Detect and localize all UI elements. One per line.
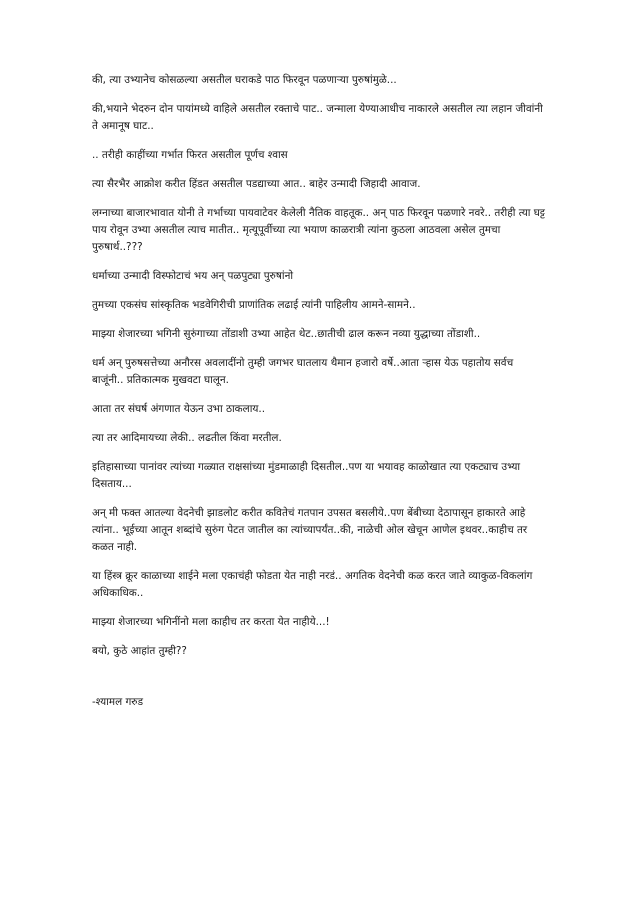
poem-paragraph-5: लग्नाच्या बाजारभावात योनी ते गर्भाच्या पायवाटेवर केलेली नैतिक वाहतूक.. अन् पाठ फिरवून पळणारे नवरे.. तरीही त्या घट्ट पाय रोवून उभ्या असतील त्याच मातीत.. मृत्यूपूर्वीच्या त्या भयाण काळरात्री त्यांना कुठला आठवला असेल तुमचा पुरुषार्थ..??? (92, 207, 546, 253)
poem-paragraph-8: माझ्या शेजारच्या भगिनी सुरुंगाच्या तोंडाशी उभ्या आहेत थेट..छातीची ढाल करून नव्या युद्धाच्या तोंडाशी.. (92, 328, 481, 340)
poem-paragraph-1: की, त्या उभ्यानेच कोसळल्या असतील घराकडे पाठ फिरवून पळणार्‍या पुरुषांमुळे... (92, 74, 397, 86)
poem-paragraph-10: आता तर संघर्ष अंगणात येऊन उभा ठाकलाय.. (92, 403, 266, 415)
poem-paragraph-3: .. तरीही काहींच्या गर्भात फिरत असतील पूर्णच श्वास (92, 149, 288, 161)
poem-paragraph-6: धर्माच्या उन्मादी विस्फोटाचं भय अन् पळपुट्या पुरुषांनो (92, 270, 294, 282)
poem-paragraph-12: इतिहासाच्या पानांवर त्यांच्या गळ्यात राक्षसांच्या मुंडमाळाही दिसतील..पण या भयावह काळोखात त्या एकट्याच उभ्या दिसताय... (92, 461, 521, 490)
poem-paragraph-4: त्या सैरभैर आक्रोश करीत हिंडत असतील पडद्याच्या आत.. बाहेर उन्मादी जिहादी आवाज. (92, 178, 421, 190)
poem-paragraph-16: बयो, कुठे आहांत तुम्ही?? (92, 645, 187, 657)
author-signature: -श्यामल गरुड (92, 696, 144, 708)
poem-paragraph-2: की,भयाने भेदरुन दोन पायांमध्ये वाहिले असतील रक्ताचे पाट.. जन्माला येण्याआधीच नाकारले असतील त्या लहान जीवांनी ते अमानूष घाट.. (92, 103, 543, 132)
poem-paragraph-9: धर्म अन् पुरुषसत्तेच्या अनौरस अवलादींनो तुम्ही जगभर घातलाय थैमान हजारो वर्षे..आता र्‍हास येऊ पहातोय सर्वच बाजूंनी.. प्रतिकात्मक मुखवटा घालून. (92, 357, 514, 386)
poem-paragraph-13: अन् मी फक्त आतल्या वेदनेची झाडलोट करीत कवितेचं गतपान उपसत बसलीये..पण बेंबीच्या देठापासून हाकारते आहे त्यांना.. भूईच्या आतून शब्दांचे सुरुंग पेटत जातील का त्यांच्यापर्यंत..की, नाळेची ओल खेचून आणेल इथवर..काहीच तर कळत नाही. (92, 507, 528, 553)
poem-paragraph-15: माझ्या शेजारच्या भगिनींनो मला काहीच तर करता येत नाहीये...! (92, 616, 330, 628)
poem-paragraph-11: त्या तर आदिमायच्या लेकी.. लढतील किंवा मरतील. (92, 432, 282, 444)
poem-paragraph-7: तुमच्या एकसंघ सांस्कृतिक भडवेगिरीची प्राणांतिक लढाई त्यांनी पाहिलीय आमने-सामने.. (92, 299, 416, 311)
poem-paragraph-14: या हिंस्त्र क्रूर काळाच्या शाईने मला एकाचंही फोडता येत नाही नरडं.. अगतिक वेदनेची कळ करत जाते व्याकुळ-विकलांग अधिकाधिक.. (92, 570, 533, 599)
